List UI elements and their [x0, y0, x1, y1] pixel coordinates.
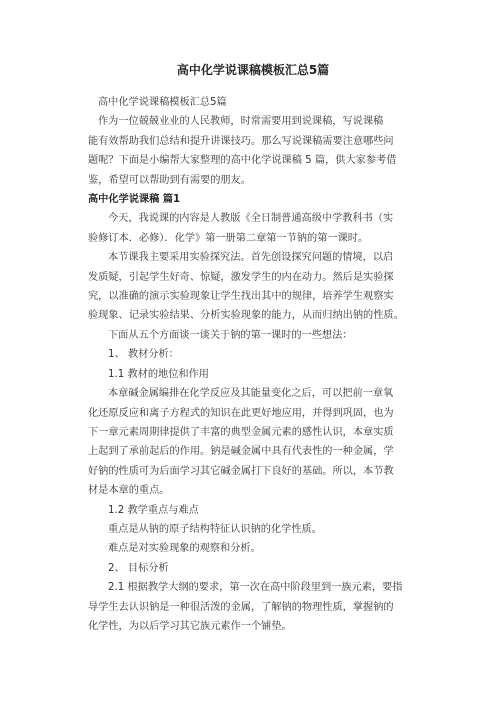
sub-heading: 1.1 教材的地位和作用 — [108, 368, 209, 380]
paragraph-line: 2.1 根据教学大纲的要求，第一次在高中阶段里到一族元素，要指 — [108, 582, 403, 594]
paragraph-line: 本章碱金属编排在化学反应及其能量变化之后，可以把前一章氧 — [108, 388, 394, 400]
subtitle-line: 高中化学说课稿模板汇总5篇 — [98, 97, 227, 108]
paragraph-line: 本节课我主要采用实验探究法。首先创设探究问题的情境，以启 — [108, 252, 394, 264]
paragraph-line: 材是本章的重点。 — [88, 485, 170, 497]
paragraph-line: 鉴，希望可以帮助到有需要的朋友。 — [88, 174, 251, 186]
paragraph-line: 好钠的性质可为后面学习其它碱金属打下良好的基础。所以，本节教 — [88, 465, 394, 477]
paragraph-line: 验现象、记录实验结果、分析实验现象的能力，从而归纳出钠的性质。 — [88, 310, 404, 322]
list-heading: 2、 目标分析 — [108, 562, 169, 574]
document-title: 高中化学说课稿模板汇总5篇 — [176, 63, 330, 77]
paragraph-line: 导学生去认识钠是一种很活泼的金属，了解钠的物理性质，掌握钠的 — [88, 601, 394, 613]
paragraph-line: 验修订本．必修）．化学》第一册第二章第一节钠的第一课时。 — [88, 232, 369, 244]
paragraph-line: 化还原反应和离子方程式的知识在此更好地应用，并得到巩固，也为 — [88, 407, 394, 419]
paragraph-line: 重点是从钠的原子结构特征认识钠的化学性质。 — [108, 523, 322, 535]
paragraph-line: 能有效帮助我们总结和提升讲课技巧。那么写说课稿需要注意哪些问 — [88, 135, 394, 147]
paragraph-line: 发质疑，引起学生好奇、惊疑，激发学生的内在动力。然后是实验探 — [88, 271, 394, 283]
paragraph-line: 下一章元素周期律提供了丰富的典型金属元素的感性认识，本章实质 — [88, 426, 394, 438]
paragraph-line: 下面从五个方面谈一谈关于钠的第一课时的一些想法： — [108, 329, 353, 341]
paragraph-line: 难点是对实验现象的观察和分析。 — [108, 543, 261, 555]
paragraph-line: 作为一位兢兢业业的人民教师，时常需要用到说课稿，写说课稿 — [98, 116, 384, 128]
paragraph-line: 上起到了承前起后的作用。钠是碱金属中具有代表性的一种金属，学 — [88, 446, 394, 458]
paragraph-line: 究，以准确的演示实验现象让学生找出其中的规律，培养学生观察实 — [88, 291, 394, 303]
sub-heading: 1.2 教学重点与难点 — [108, 504, 199, 516]
paragraph-line: 题呢？下面是小编帮大家整理的高中化学说课稿 5 篇，供大家参考借 — [88, 155, 397, 167]
paragraph-line: 化学性，为以后学习其它族元素作一个铺垫。 — [88, 620, 292, 632]
list-heading: 1、 教材分析： — [108, 349, 179, 361]
section-heading: 高中化学说课稿 篇1 — [88, 194, 181, 206]
document-page — [88, 62, 418, 636]
paragraph-line: 今天，我说课的内容是人教版《全日制普通高级中学教科书（实 — [108, 213, 394, 225]
